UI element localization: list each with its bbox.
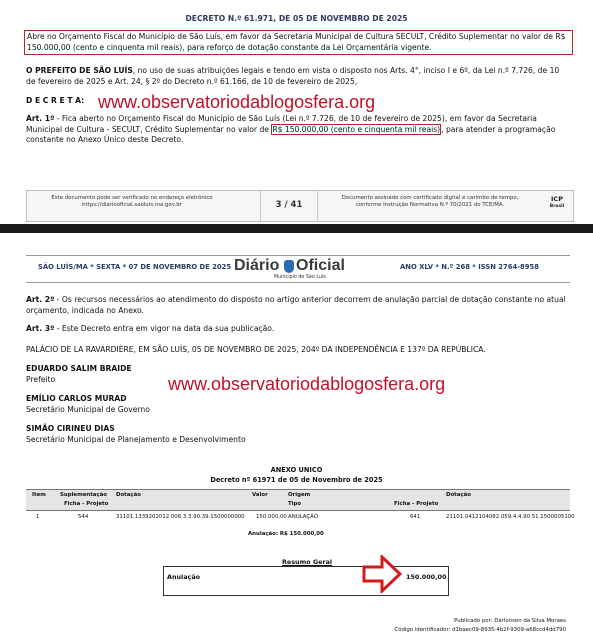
published-by: Publicado por: Dárlonson da Silva Moraes (454, 618, 566, 624)
footer-verify-link[interactable]: https://diariooficial.saoluis.ma.gov.br (82, 202, 182, 208)
article-1 (26, 114, 570, 146)
signature-prefeito-role: Prefeito (26, 374, 56, 384)
article-1-text-a: - Fica aberto no Orçamento Fiscal do Município de São Luís (Lei n.º 7.726, de 10 de fevereiro de 2025), em favor da Secretaria Municipal de Cultura - SECULT, Crédito Suplementar no valor de (26, 114, 537, 134)
prefeito-paragraph (26, 66, 570, 87)
signature-governo-role: Secretário Municipal de Governo (26, 404, 150, 414)
decreta-heading: D E C R E T A: (26, 96, 85, 105)
resumo-box (163, 566, 449, 596)
header-date: SÃO LUÍS/MA * SEXTA * 07 DE NOVEMBRO DE 2025 (38, 263, 232, 271)
diario-oficial-logo (234, 257, 356, 281)
article-2-lead: Art. 2º (26, 295, 55, 304)
watermark-top: www.observatoriodablogosfera.org (98, 92, 376, 112)
row-dotacao-2: 21101.0412104082.059.4.4.90.51.1500005100 (446, 514, 575, 520)
col-tipo: Tipo (288, 501, 302, 507)
footer-verify (37, 195, 227, 209)
annex-table-header (26, 489, 570, 511)
footer-signed (319, 195, 541, 209)
row-item: 1 (36, 514, 40, 520)
footer-verify-line1: Este documento pode ser verificado no endereço eletrônico (51, 195, 213, 201)
row-valor: 150.000,00 (256, 514, 287, 520)
prefeito-lead: O PREFEITO DE SÃO LUÍS (26, 66, 133, 75)
decree-summary (24, 30, 573, 55)
col-valor: Valor (252, 492, 268, 498)
icp-logo-line1: ICP (551, 195, 563, 203)
article-3-text: - Este Decreto entra em vigor na data da sua publicação. (54, 324, 275, 333)
col-dotacao: Dotação (116, 492, 141, 498)
row-dotacao: 31101.1339202012.006.3.3.90.39.1500000000 (116, 514, 245, 520)
signature-planejamento-role: Secretário Municipal de Planejamento e Desenvolvimento (26, 434, 246, 444)
signature-prefeito-name: EDUARDO SALIM BRAIDE (26, 364, 132, 373)
footer-divider-right (317, 191, 318, 221)
col-item: Item (32, 492, 46, 498)
annex-subtitle: Decreto nº 61971 de 05 de Novembro de 2025 (210, 476, 383, 484)
resumo-value: 150.000,00 (406, 573, 447, 581)
col-ficha-projeto: Ficha - Projeto (64, 501, 109, 507)
prefeito-text: , no uso de suas atribuições legais e tendo em vista o disposto nos Arts. 4°, inciso I e 6º, da Lei n.º 7.726, de 10 de fevereiro de 2025 e Art. 24, § 2º do Decreto n.º 61.166, de 10 de fevereiro de 2025, (26, 66, 560, 86)
page-number: 3 / 41 (275, 200, 303, 210)
decree-summary-text: Abre no Orçamento Fiscal do Município de São Luís, em favor da Secretaria Municipal de Cultura SECULT, Crédito Suplementar no valor de R$ 150.000,00 (cento e cinquenta mil reais), para reforço de dotação constante da Lei Orçamentária vigente. (27, 32, 566, 52)
footer-signed-line1: Documento assinado com certificado digital e carimbo de tempo, (341, 195, 519, 201)
col-dotacao-2: Dotação (446, 492, 471, 498)
logo-seal-icon (284, 260, 294, 273)
article-3-lead: Art. 3º (26, 324, 55, 333)
logo-subtitle: Município de São Luís (274, 275, 326, 280)
row-ficha: 544 (78, 514, 89, 520)
article-1-value: R$ 150.000,00 (cento e cinquenta mil reais) (272, 124, 441, 134)
page-footer (26, 190, 574, 222)
logo-word-diario: Diário (234, 257, 280, 274)
col-origem: Origem (288, 492, 311, 498)
resumo-label: Anulação (167, 573, 201, 581)
logo-word-oficial: Oficial (296, 257, 345, 274)
signature-governo (26, 394, 150, 415)
identifier-code: Código identificador: d1baec09-8935-4b2f-9309-a68ccd4dd790 (394, 627, 566, 633)
anulacao-total: Anulação: R$ 150.000,00 (248, 531, 324, 537)
row-tipo: ANULAÇÃO (288, 514, 318, 520)
article-1-text-b: , para atender a programação constante no Anexo Único deste Decreto. (26, 124, 556, 144)
icp-brasil-logo (545, 196, 569, 210)
icp-logo-line2: Brasil (549, 204, 565, 209)
table-row (26, 513, 575, 523)
col-ficha-projeto-2: Ficha - Projeto (394, 501, 439, 507)
resumo-title: Resumo Geral (282, 558, 333, 566)
page-break-bar (0, 224, 593, 233)
header-edition: ANO XLV * N.º 268 * ISSN 2764-8958 (400, 263, 539, 271)
watermark-bottom: www.observatoriodablogosfera.org (168, 374, 446, 394)
article-2 (26, 295, 570, 316)
palacio-line: PALÁCIO DE LA RAVARDIÈRE, EM SÃO LUÍS, 05 DE NOVEMBRO DE 2025, 204º DA INDEPENDÊNCIA E 137º DA REPÚBLICA. (26, 345, 486, 354)
decree-title: DECRETO N.º 61.971, DE 05 DE NOVEMBRO DE 2025 (185, 14, 408, 23)
signature-governo-name: EMÍLIO CARLOS MURAD (26, 394, 127, 403)
article-3 (26, 324, 570, 335)
col-suplementacao: Suplementação (60, 492, 107, 498)
signature-prefeito (26, 364, 132, 385)
article-2-text: - Os recursos necessários ao atendimento do disposto no artigo anterior decorrem de anulação parcial de dotação constante no atual orçamento, indicada no Anexo. (26, 295, 566, 315)
footer-signed-line2: conforme Instrução Normativa N.º 70/2021 do TCE/MA. (355, 202, 505, 208)
header-rule-bottom (26, 282, 570, 283)
red-arrow-icon (362, 555, 402, 593)
signature-planejamento (26, 424, 246, 445)
article-1-lead: Art. 1º (26, 114, 55, 123)
annex-title: ANEXO UNICO (270, 466, 323, 474)
header-rule-top (26, 255, 570, 256)
signature-planejamento-name: SIMÃO CIRINEU DIAS (26, 424, 115, 433)
row-ficha-2: 641 (410, 514, 421, 520)
